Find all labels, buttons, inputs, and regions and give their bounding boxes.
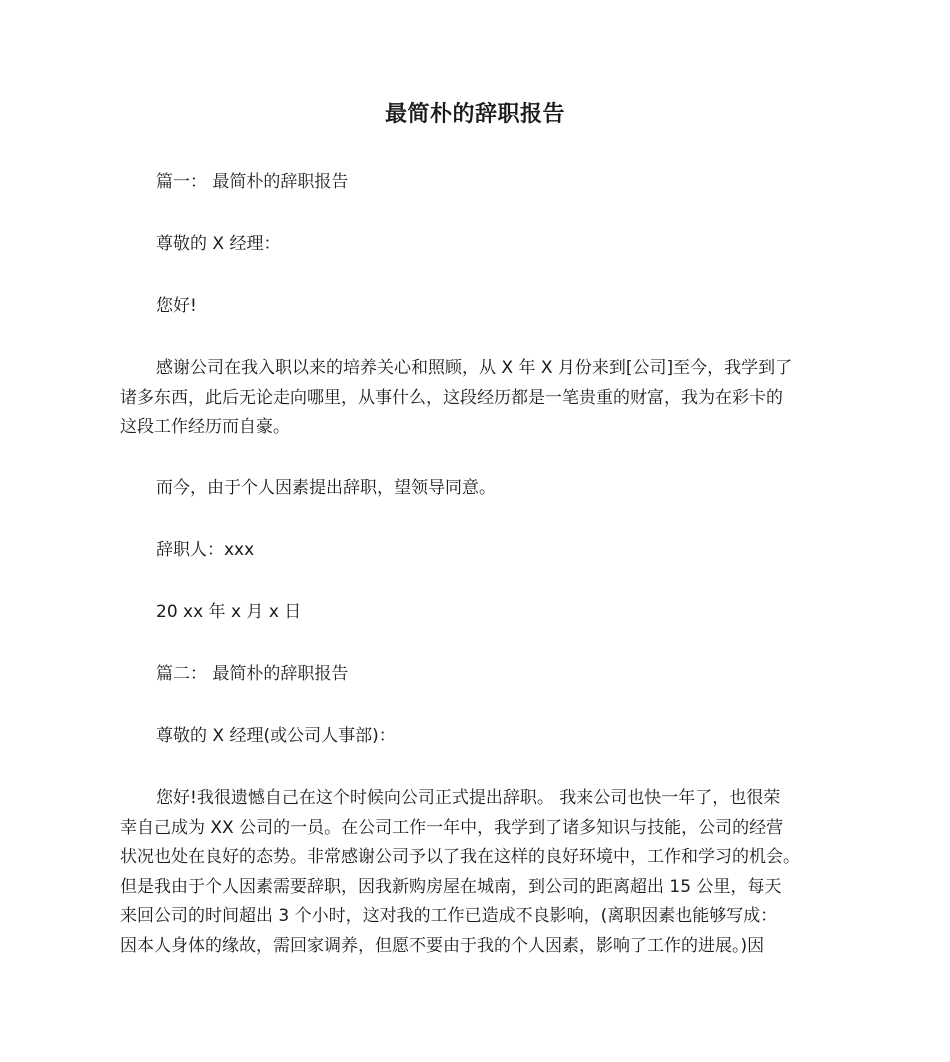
salutation (120, 722, 832, 752)
paragraph-line: 尊敬的 X 经理： (156, 234, 281, 254)
document-title: 最简朴的辞职报告 (384, 102, 565, 127)
body-paragraph (120, 784, 832, 961)
paragraph-line: 来回公司的时间超出 3 个小时，这对我的工作已造成不良影响，(离职因素也能够写成： (120, 906, 778, 926)
body-paragraph (120, 354, 832, 443)
section-heading (120, 168, 832, 198)
paragraph-line: 幸自己成为 XX 公司的一员。在公司工作一年中，我学到了诸多知识与技能，公司的经营 (120, 817, 784, 838)
paragraph-line: 篇二： 最简朴的辞职报告 (156, 664, 349, 684)
paragraph-line: 20 xx 年 x 月 x 日 (156, 602, 302, 622)
paragraph-line: 这段工作经历而自豪。 (120, 417, 290, 437)
signature (120, 536, 832, 566)
body-paragraph (120, 474, 832, 504)
paragraph-line: 您好!我很遗憾自己在这个时候向公司正式提出辞职。 我来公司也快一年了，也很荣 (156, 788, 781, 808)
greeting (120, 292, 832, 322)
date-line (120, 598, 832, 628)
paragraph-line: 篇一： 最简朴的辞职报告 (156, 172, 349, 192)
paragraph-line: 辞职人：xxx (156, 540, 255, 560)
paragraph-line: 状况也处在良好的态势。非常感谢公司予以了我在这样的良好环境中，工作和学习的机会。 (120, 847, 800, 867)
paragraph-line: 您好! (156, 296, 197, 316)
paragraph-line: 而今，由于个人因素提出辞职，望领导同意。 (156, 478, 496, 498)
paragraph-line: 因本人身体的缘故，需回家调养，但愿不要由于我的个人因素，影响了工作的进展。)因 (120, 935, 765, 956)
salutation (120, 230, 832, 260)
paragraph-line: 但是我由于个人因素需要辞职，因我新购房屋在城南，到公司的距离超出 15 公里，每天 (120, 876, 782, 897)
paragraph-line: 感谢公司在我入职以来的培养关心和照顾，从 X 年 X 月份来到[公司]至今，我学到了 (156, 358, 793, 378)
paragraph-line: 诸多东西，此后无论走向哪里，从事什么，这段经历都是一笔贵重的财富，我为在彩卡的 (120, 387, 783, 408)
paragraph-line: 尊敬的 X 经理(或公司人事部)： (156, 726, 396, 746)
section-heading (120, 660, 832, 690)
